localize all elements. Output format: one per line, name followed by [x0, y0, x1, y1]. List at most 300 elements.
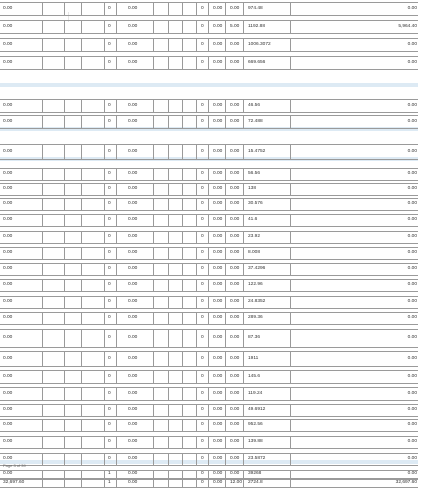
cell-empty — [168, 169, 183, 180]
cell-amount: 0.00 — [3, 234, 13, 240]
cell-qty: 0 — [104, 116, 116, 128]
cell-empty — [42, 116, 65, 128]
cell-n: 0 — [196, 297, 208, 308]
cell-total: 0.00 — [290, 3, 418, 15]
cell-price: 0.00 — [116, 405, 153, 416]
cell-empty — [42, 437, 65, 448]
cell-amount: 0.00 — [3, 59, 13, 65]
cell-amount: 0.00 — [3, 118, 13, 124]
cell-empty — [168, 352, 183, 366]
cell-v2: 0.00 — [225, 405, 243, 416]
cell-cost: 1006.3072 — [243, 39, 290, 51]
cell-cost: 952.56 — [243, 420, 290, 431]
cell-v1: 0.00 — [208, 313, 225, 324]
cell-v1: 0.00 — [208, 371, 225, 383]
cell-amount: 0.00 — [3, 390, 13, 396]
cell-empty — [81, 199, 105, 210]
cell-empty — [42, 100, 65, 112]
cell-price: 0.00 — [116, 199, 153, 210]
cell-v1: 0.00 — [208, 39, 225, 51]
cell-cost: 1911 — [243, 352, 290, 366]
cell-empty — [153, 405, 169, 416]
cell-empty — [81, 454, 105, 465]
cell-qty: 0 — [104, 57, 116, 69]
cell-qty: 0 — [104, 313, 116, 324]
cell-price: 0.00 — [116, 330, 153, 347]
cell-amount: 0.00 — [3, 148, 13, 154]
cell-empty — [182, 454, 197, 465]
cell-price: 0.00 — [116, 184, 153, 195]
cell-cost: 49.6912 — [243, 405, 290, 416]
cell-amount: 0.00 — [3, 266, 13, 272]
cell-empty — [42, 480, 65, 487]
cell-v1: 0.00 — [208, 330, 225, 347]
cell-empty — [182, 57, 197, 69]
cell-total: 0.00 — [290, 57, 418, 69]
cell-cost: 15.4752 — [243, 145, 290, 159]
cell-v1: 0.00 — [208, 297, 225, 308]
cell-total: 0.00 — [290, 313, 418, 324]
cell-cost: 46.56 — [243, 100, 290, 112]
cell-v2: 0.00 — [225, 232, 243, 243]
cell-empty — [168, 215, 183, 226]
cell-qty: 0 — [104, 100, 116, 112]
cell-empty — [153, 437, 169, 448]
cell-empty — [42, 280, 65, 291]
cell-total: 0.00 — [290, 420, 418, 431]
cell-qty: 0 — [104, 330, 116, 347]
cell-v1: 0.00 — [208, 215, 225, 226]
cell-empty — [42, 352, 65, 366]
cell-empty — [153, 232, 169, 243]
cell-price: 0.00 — [116, 280, 153, 291]
cell-empty — [182, 264, 197, 275]
cell-empty — [153, 215, 169, 226]
cell-n: 0 — [196, 232, 208, 243]
cell-empty — [182, 169, 197, 180]
cell-empty — [81, 232, 105, 243]
cell-empty — [182, 330, 197, 347]
cell-empty — [42, 371, 65, 383]
cell-empty — [168, 454, 183, 465]
cell-empty — [81, 169, 105, 180]
cell-empty — [81, 57, 105, 69]
cell-cost: 2724.8 — [243, 480, 290, 487]
cell-empty — [168, 405, 183, 416]
cell-cost: 139.88 — [243, 437, 290, 448]
cell-empty — [182, 371, 197, 383]
cell-v1: 0.00 — [208, 184, 225, 195]
cell-cost: 39268 — [243, 471, 290, 478]
cell-empty — [81, 248, 105, 259]
cell-cost: 974.48 — [243, 3, 290, 15]
cell-total: 0.00 — [290, 199, 418, 210]
cell-empty — [64, 313, 82, 324]
cell-amount: 0.00 — [3, 282, 13, 288]
cell-empty — [168, 57, 183, 69]
cell-empty — [81, 184, 105, 195]
cell-n: 0 — [196, 437, 208, 448]
table-row — [0, 198, 418, 211]
cell-empty — [153, 169, 169, 180]
cell-empty — [153, 39, 169, 51]
cell-v1: 0.00 — [208, 21, 225, 33]
table-row — [0, 404, 418, 417]
cell-v2: 0.00 — [225, 371, 243, 383]
table-row — [0, 263, 418, 276]
cell-empty — [64, 100, 82, 112]
table-row — [0, 214, 418, 227]
cell-total: 0.00 — [290, 388, 418, 400]
cell-empty — [153, 388, 169, 400]
cell-qty: 0 — [104, 215, 116, 226]
cell-empty — [81, 437, 105, 448]
cell-n: 0 — [196, 371, 208, 383]
cell-empty — [153, 297, 169, 308]
cell-v2: 0.00 — [225, 184, 243, 195]
cell-empty — [182, 3, 197, 15]
cell-v2: 0.00 — [225, 215, 243, 226]
cell-cost: 119.24 — [243, 388, 290, 400]
table-row — [0, 370, 418, 384]
cell-qty: 0 — [104, 248, 116, 259]
cell-v2: 0.00 — [225, 57, 243, 69]
cell-empty — [42, 405, 65, 416]
cell-qty: 0 — [104, 297, 116, 308]
cell-price: 0.00 — [116, 21, 153, 33]
cell-qty: 0 — [104, 264, 116, 275]
cell-price: 0.00 — [116, 437, 153, 448]
cell-price: 0.00 — [116, 100, 153, 112]
cell-total: 32,697.60 — [290, 480, 418, 487]
cell-empty — [153, 480, 169, 487]
cell-n: 0 — [196, 100, 208, 112]
cell-empty — [182, 184, 197, 195]
cell-empty — [42, 21, 65, 33]
cell-v2: 0.00 — [225, 39, 243, 51]
cell-qty: 1 — [104, 471, 116, 478]
cell-v2: 0.00 — [225, 420, 243, 431]
cell-empty — [81, 280, 105, 291]
cell-empty — [42, 57, 65, 69]
cell-empty — [153, 3, 169, 15]
cell-empty — [182, 39, 197, 51]
cell-empty — [153, 264, 169, 275]
cell-amount: 0.00 — [3, 471, 13, 477]
cell-amount: 0.00 — [3, 41, 13, 47]
cell-qty: 0 — [104, 39, 116, 51]
cell-total: 0.00 — [290, 184, 418, 195]
cell-empty — [64, 371, 82, 383]
cell-empty — [153, 116, 169, 128]
cell-price: 0.00 — [116, 471, 153, 478]
cell-cost: 72.488 — [243, 116, 290, 128]
cell-empty — [81, 371, 105, 383]
cell-empty — [168, 184, 183, 195]
cell-total: 0.00 — [290, 454, 418, 465]
cell-v1: 0.00 — [208, 57, 225, 69]
cell-n: 0 — [196, 57, 208, 69]
cell-v2: 0.00 — [225, 116, 243, 128]
cell-empty — [182, 471, 197, 478]
table-row — [0, 279, 418, 292]
cell-amount: 0.00 — [3, 171, 13, 177]
cell-empty — [168, 437, 183, 448]
cell-empty — [168, 313, 183, 324]
cell-empty — [64, 169, 82, 180]
cell-empty — [64, 57, 82, 69]
cell-qty: 0 — [104, 420, 116, 431]
cell-empty — [81, 297, 105, 308]
cell-empty — [42, 297, 65, 308]
cell-price: 0.00 — [116, 248, 153, 259]
cell-total: 0.00 — [290, 264, 418, 275]
cell-qty: 0 — [104, 405, 116, 416]
cell-empty — [168, 388, 183, 400]
cell-qty: 0 — [104, 352, 116, 366]
cell-empty — [42, 264, 65, 275]
cell-empty — [64, 184, 82, 195]
cell-qty: 0 — [104, 388, 116, 400]
cell-n: 0 — [196, 184, 208, 195]
cell-v2: 0.00 — [225, 437, 243, 448]
cell-v2: 0.00 — [225, 100, 243, 112]
cell-v1: 0.00 — [208, 264, 225, 275]
cell-total: 0.00 — [290, 405, 418, 416]
cell-total: 0.00 — [290, 215, 418, 226]
cell-cost: 30.576 — [243, 199, 290, 210]
cell-empty — [42, 313, 65, 324]
cell-v1: 0.00 — [208, 454, 225, 465]
cell-empty — [42, 454, 65, 465]
cell-v2: 0.00 — [225, 330, 243, 347]
table-row — [0, 470, 418, 479]
table-row — [0, 479, 418, 488]
cell-qty: 0 — [104, 145, 116, 159]
cell-amount: 0.00 — [3, 186, 13, 192]
cell-price: 0.00 — [116, 388, 153, 400]
cell-empty — [168, 264, 183, 275]
cell-empty — [168, 232, 183, 243]
cell-price: 0.00 — [116, 371, 153, 383]
cell-n: 0 — [196, 199, 208, 210]
cell-empty — [64, 420, 82, 431]
cell-empty — [168, 116, 183, 128]
cell-empty — [182, 215, 197, 226]
cell-empty — [81, 330, 105, 347]
cell-v1: 0.00 — [208, 405, 225, 416]
table-row — [0, 99, 418, 113]
table-row — [0, 231, 418, 244]
cell-empty — [182, 199, 197, 210]
cell-empty — [42, 184, 65, 195]
cell-cost: 24.8352 — [243, 297, 290, 308]
cell-cost: 23.5872 — [243, 454, 290, 465]
cell-empty — [81, 405, 105, 416]
table-row — [0, 2, 418, 16]
table-row — [0, 419, 418, 432]
cell-n: 0 — [196, 145, 208, 159]
table-row — [0, 453, 418, 466]
cell-empty — [81, 420, 105, 431]
table-row — [0, 436, 418, 449]
cell-amount: 0.00 — [3, 315, 13, 321]
cell-v2: 0.00 — [225, 145, 243, 159]
cell-price: 0.00 — [116, 420, 153, 431]
cell-total: 0.00 — [290, 116, 418, 128]
cell-empty — [64, 388, 82, 400]
cell-empty — [153, 199, 169, 210]
table-row — [0, 20, 418, 34]
cell-v1: 0.00 — [208, 437, 225, 448]
cell-n: 0 — [196, 352, 208, 366]
cell-total: 5,964.40 — [290, 21, 418, 33]
cell-empty — [81, 3, 105, 15]
cell-v2: 0.00 — [225, 264, 243, 275]
cell-amount: 0.00 — [3, 456, 13, 462]
cell-empty — [42, 232, 65, 243]
cell-amount: 0.00 — [3, 5, 13, 11]
cell-amount: 0.00 — [3, 102, 13, 108]
cell-empty — [182, 405, 197, 416]
table-row — [0, 387, 418, 401]
cell-amount: 0.00 — [3, 373, 13, 379]
cell-n: 0 — [196, 480, 208, 487]
cell-empty — [153, 330, 169, 347]
cell-price: 0.00 — [116, 297, 153, 308]
cell-v1: 0.00 — [208, 199, 225, 210]
cell-price: 0.00 — [116, 39, 153, 51]
cell-empty — [182, 297, 197, 308]
cell-empty — [42, 388, 65, 400]
cell-v2: 0.00 — [225, 248, 243, 259]
cell-v2: 0.00 — [225, 3, 243, 15]
cell-total: 0.00 — [290, 248, 418, 259]
cell-empty — [81, 100, 105, 112]
cell-empty — [182, 21, 197, 33]
cell-price: 0.00 — [116, 57, 153, 69]
cell-empty — [168, 280, 183, 291]
cell-n: 0 — [196, 215, 208, 226]
cell-empty — [182, 280, 197, 291]
table-row — [0, 312, 418, 325]
cell-amount: 32,697.60 — [3, 480, 25, 486]
cell-empty — [168, 199, 183, 210]
cell-empty — [64, 39, 82, 51]
cell-cost: 23.92 — [243, 232, 290, 243]
cell-empty — [168, 420, 183, 431]
cell-empty — [64, 405, 82, 416]
cell-empty — [153, 100, 169, 112]
cell-empty — [153, 184, 169, 195]
cell-n: 0 — [196, 420, 208, 431]
cell-v1: 0.00 — [208, 420, 225, 431]
table-row — [0, 247, 418, 260]
cell-n: 0 — [196, 405, 208, 416]
cell-cost: 1192.88 — [243, 21, 290, 33]
cell-empty — [42, 39, 65, 51]
cell-n: 0 — [196, 21, 208, 33]
cell-n: 0 — [196, 313, 208, 324]
cell-n: 0 — [196, 39, 208, 51]
cell-v1: 0.00 — [208, 100, 225, 112]
cell-v1: 0.00 — [208, 388, 225, 400]
cell-qty: 0 — [104, 169, 116, 180]
cell-v2: 0.00 — [225, 352, 243, 366]
cell-empty — [168, 471, 183, 478]
cell-cost: 145.6 — [243, 371, 290, 383]
cell-empty — [153, 371, 169, 383]
cell-empty — [182, 352, 197, 366]
cell-empty — [153, 57, 169, 69]
cell-v2: 0.00 — [225, 199, 243, 210]
cell-total: 0.00 — [290, 371, 418, 383]
cell-empty — [168, 145, 183, 159]
cell-v1: 0.00 — [208, 169, 225, 180]
cell-v2: 5.00 — [225, 21, 243, 33]
table-row — [0, 115, 418, 129]
cell-n: 0 — [196, 454, 208, 465]
cell-empty — [42, 199, 65, 210]
cell-empty — [153, 21, 169, 33]
cell-qty: 0 — [104, 371, 116, 383]
cell-v2: 0.00 — [225, 471, 243, 478]
cell-empty — [42, 3, 65, 15]
cell-total: 0.00 — [290, 330, 418, 347]
cell-v1: 0.00 — [208, 280, 225, 291]
cell-empty — [64, 264, 82, 275]
cell-empty — [182, 313, 197, 324]
cell-empty — [81, 215, 105, 226]
cell-empty — [168, 330, 183, 347]
cell-price: 0.00 — [116, 352, 153, 366]
cell-empty — [42, 248, 65, 259]
cell-v2: 12.00 — [225, 480, 243, 487]
cell-n: 0 — [196, 471, 208, 478]
cell-empty — [153, 471, 169, 478]
cell-empty — [64, 215, 82, 226]
cell-empty — [182, 100, 197, 112]
table-row — [0, 351, 418, 367]
cell-total: 0.00 — [290, 100, 418, 112]
cell-empty — [42, 145, 65, 159]
cell-v1: 0.00 — [208, 116, 225, 128]
cell-n: 0 — [196, 280, 208, 291]
cell-empty — [168, 100, 183, 112]
cell-n: 0 — [196, 116, 208, 128]
cell-v2: 0.00 — [225, 297, 243, 308]
page-footer: Page 3 of 39 — [3, 463, 26, 468]
cell-total: 0.00 — [290, 437, 418, 448]
cell-empty — [64, 145, 82, 159]
cell-qty: 0 — [104, 21, 116, 33]
cell-cost: 41.6 — [243, 215, 290, 226]
cell-empty — [64, 232, 82, 243]
cell-price: 0.00 — [116, 215, 153, 226]
cell-total: 0.00 — [290, 232, 418, 243]
cell-price: 0.00 — [116, 169, 153, 180]
cell-total: 0.00 — [290, 39, 418, 51]
cell-total: 0.00 — [290, 297, 418, 308]
cell-qty: 0 — [104, 437, 116, 448]
cell-qty: 0 — [104, 199, 116, 210]
cell-amount: 0.00 — [3, 217, 13, 223]
cell-v1: 0.00 — [208, 352, 225, 366]
cell-cost: 138 — [243, 184, 290, 195]
cell-empty — [64, 454, 82, 465]
cell-amount: 0.00 — [3, 299, 13, 305]
cell-empty — [64, 248, 82, 259]
